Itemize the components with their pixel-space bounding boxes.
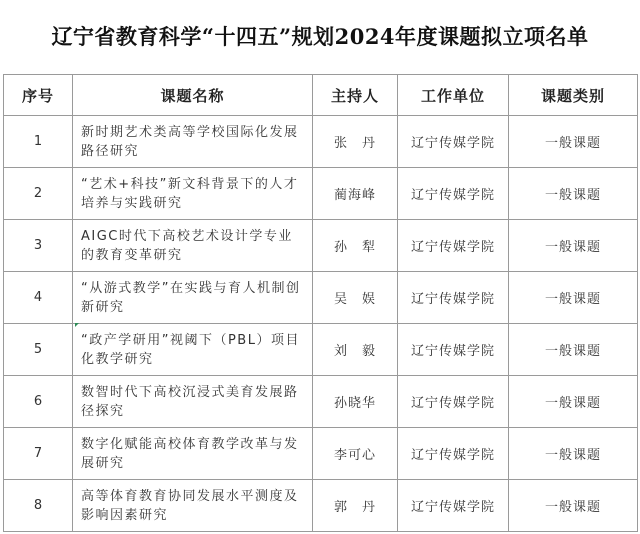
row-no: 2 (4, 168, 73, 220)
row-category: 一般课题 (509, 220, 638, 272)
row-topic (73, 428, 313, 480)
row-category: 一般课题 (509, 480, 638, 532)
row-category: 一般课题 (509, 116, 638, 168)
row-host: 李可心 (313, 428, 398, 480)
row-topic (73, 168, 313, 220)
table-row (4, 428, 638, 480)
row-host: 张 丹 (313, 116, 398, 168)
row-category: 一般课题 (509, 168, 638, 220)
row-no: 6 (4, 376, 73, 428)
row-unit: 辽宁传媒学院 (398, 272, 509, 324)
row-topic (73, 480, 313, 532)
row-topic-text: “从游式教学”在实践与育人机制创新研究 (81, 280, 301, 315)
row-no: 4 (4, 272, 73, 324)
table-row (4, 324, 638, 376)
row-unit: 辽宁传媒学院 (398, 116, 509, 168)
row-unit: 辽宁传媒学院 (398, 480, 509, 532)
row-unit: 辽宁传媒学院 (398, 428, 509, 480)
cell-comment-marker (75, 323, 79, 327)
row-topic-text: “艺术+科技”新文科背景下的人才培养与实践研究 (81, 176, 299, 211)
row-topic-text: 高等体育教育协同发展水平测度及影响因素研究 (81, 488, 299, 523)
row-unit: 辽宁传媒学院 (398, 376, 509, 428)
row-topic (73, 376, 313, 428)
row-topic-text: 数智时代下高校沉浸式美育发展路径探究 (81, 384, 299, 419)
header-host: 主持人 (313, 75, 398, 116)
row-topic (73, 272, 313, 324)
row-no: 3 (4, 220, 73, 272)
row-category: 一般课题 (509, 376, 638, 428)
row-host: 刘 毅 (313, 324, 398, 376)
row-topic (73, 116, 313, 168)
row-no: 5 (4, 324, 73, 376)
row-topic (73, 324, 313, 376)
row-unit: 辽宁传媒学院 (398, 168, 509, 220)
row-topic (73, 220, 313, 272)
row-host: 郭 丹 (313, 480, 398, 532)
table-row (4, 480, 638, 532)
row-no: 1 (4, 116, 73, 168)
header-unit: 工作单位 (398, 75, 509, 116)
table-row (4, 168, 638, 220)
row-no: 8 (4, 480, 73, 532)
header-no: 序号 (4, 75, 73, 116)
row-host: 蔺海峰 (313, 168, 398, 220)
header-category: 课题类别 (509, 75, 638, 116)
row-no: 7 (4, 428, 73, 480)
row-host: 孙晓华 (313, 376, 398, 428)
row-category: 一般课题 (509, 324, 638, 376)
table-header-row (4, 75, 638, 116)
row-topic-text: “政产学研用”视阈下（PBL）项目化教学研究 (81, 332, 300, 367)
row-host: 吴 娱 (313, 272, 398, 324)
table-row (4, 116, 638, 168)
row-unit: 辽宁传媒学院 (398, 220, 509, 272)
row-topic-text: 数字化赋能高校体育教学改革与发展研究 (81, 436, 299, 471)
table-row (4, 376, 638, 428)
project-list-table (3, 74, 638, 532)
table-row (4, 272, 638, 324)
row-host: 孙 犁 (313, 220, 398, 272)
document-title: 辽宁省教育科学“十四五”规划2024年度课题拟立项名单 (51, 24, 589, 49)
row-category: 一般课题 (509, 272, 638, 324)
row-unit: 辽宁传媒学院 (398, 324, 509, 376)
header-topic: 课题名称 (73, 75, 313, 116)
row-topic-text: AIGC时代下高校艺术设计学专业的教育变革研究 (81, 228, 293, 263)
table-row (4, 220, 638, 272)
row-topic-text: 新时期艺术类高等学校国际化发展路径研究 (81, 124, 299, 159)
row-category: 一般课题 (509, 428, 638, 480)
